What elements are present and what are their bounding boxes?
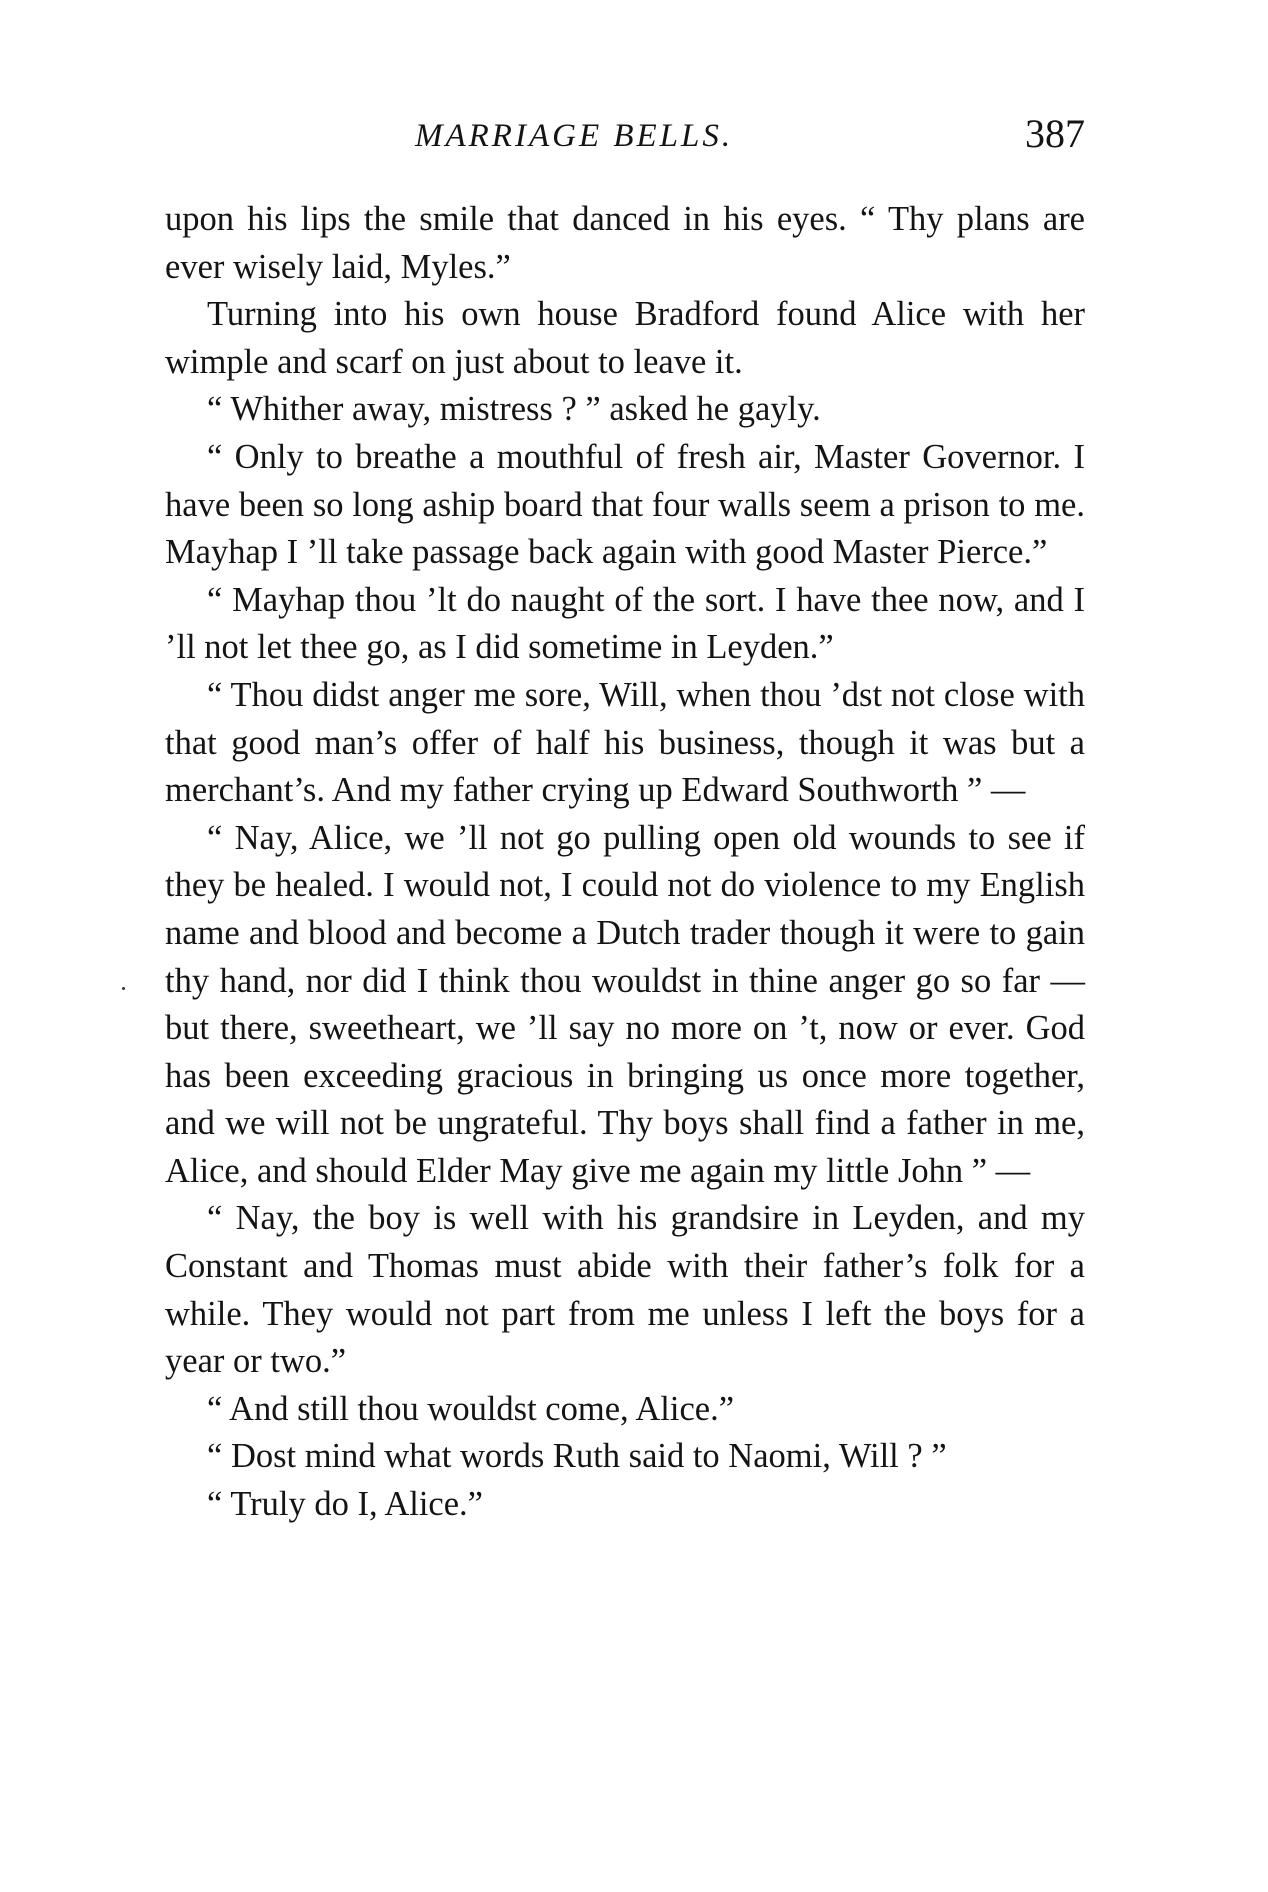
paragraph: “ And still thou wouldst come, Alice.” <box>207 1389 735 1428</box>
paragraph: “ Nay, Alice, we ’ll not go pulling open old wounds to see if they be healed. I would not, I could not do violence to my English name and blood and become a Dutch trader though it were to gain thy hand, nor did I think thou wouldst in thine anger go so far — but there, sweetheart, we ’ll say no more on ’t, now or ever. God has been exceeding gracious in bringing us once more together, and we will not be ungrateful. Thy boys shall find a father in me, Alice, and should Elder May give me again my little John ” — <box>165 818 1085 1190</box>
paragraph: “ Nay, the boy is well with his grandsire in Leyden, and my Constant and Thomas must abide with their father’s folk for a while. They would not part from me unless I left the boys for a year or two.” <box>165 1199 1085 1381</box>
paragraph: “ Whither away, mistress ? ” asked he gayly. <box>207 390 821 429</box>
paragraph: upon his lips the smile that danced in his eyes. “ Thy plans are ever wisely laid, Myles.” <box>165 200 1085 286</box>
paragraph: “ Dost mind what words Ruth said to Naomi, Will ? ” <box>207 1437 947 1476</box>
paragraph: Turning into his own house Bradford found Alice with her wimple and scarf on just about to leave it. <box>165 295 1085 381</box>
paragraph: “ Truly do I, Alice.” <box>207 1485 483 1524</box>
body-text <box>165 196 1085 1529</box>
page-number: 387 <box>1025 111 1085 156</box>
running-title: MARRIAGE BELLS. <box>415 118 734 154</box>
margin-mark <box>122 987 125 990</box>
paragraph: “ Only to breathe a mouthful of fresh air, Master Governor. I have been so long aship board that four walls seem a prison to me. Mayhap I ’ll take passage back again with good Master Pierce.” <box>165 437 1085 572</box>
paragraph: “ Mayhap thou ’lt do naught of the sort. I have thee now, and I ’ll not let thee go, as I did sometime in Leyden.” <box>165 580 1085 667</box>
paragraph: “ Thou didst anger me sore, Will, when thou ’dst not close with that good man’s offer of half his business, though it was but a merchant’s. And my father crying up Edward Southworth ” — <box>165 675 1085 810</box>
running-head <box>165 110 1085 170</box>
